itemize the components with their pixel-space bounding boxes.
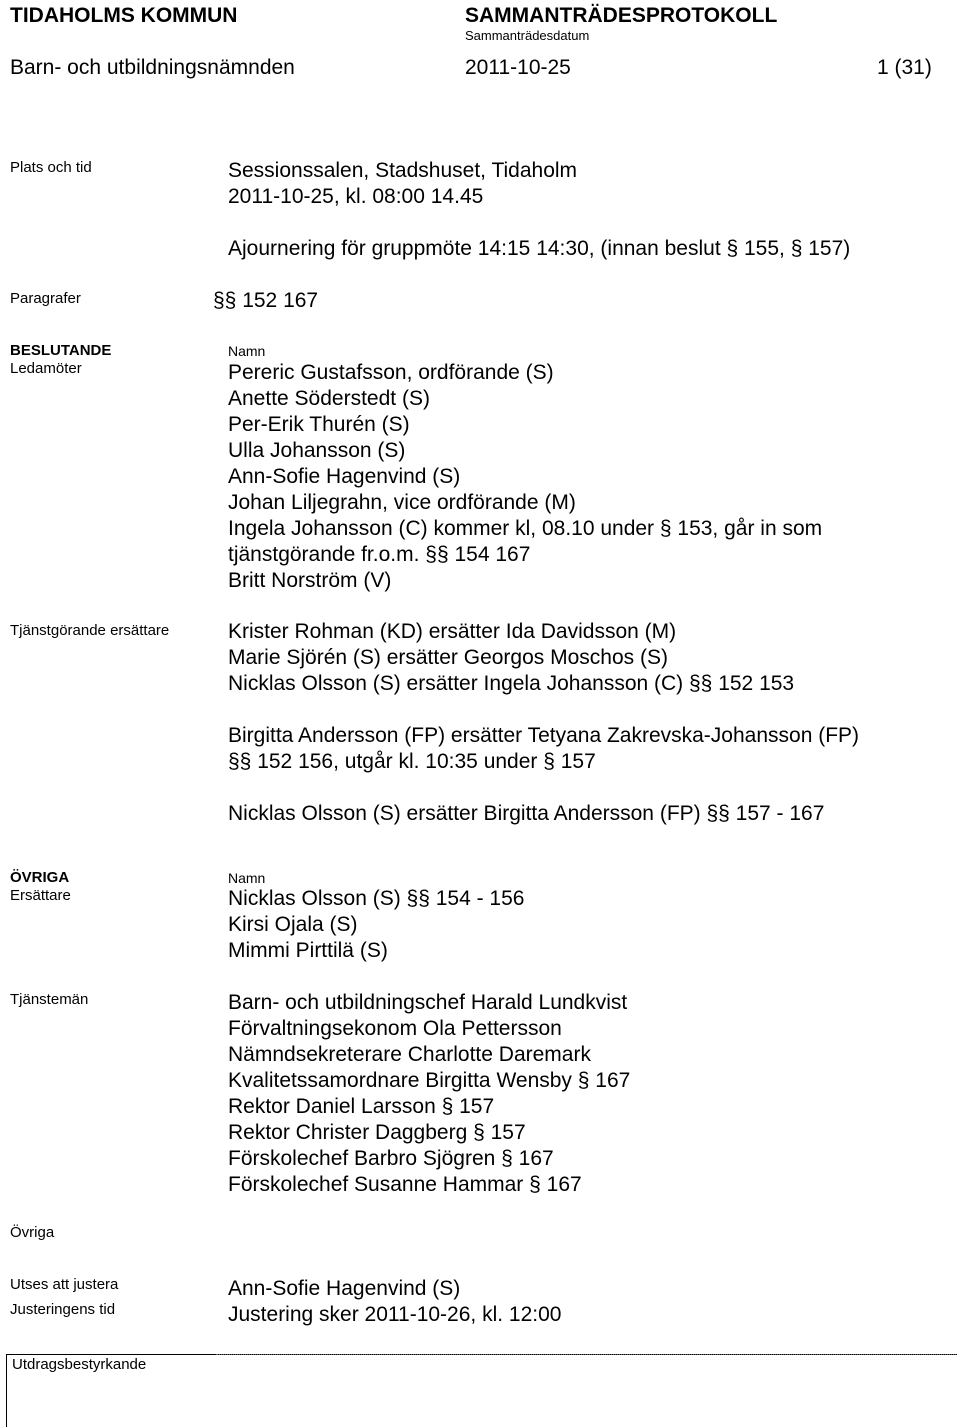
- list-item: Rektor Daniel Larsson § 157: [228, 1095, 495, 1118]
- list-item: Per-Erik Thurén (S): [228, 413, 410, 436]
- list-item: Nicklas Olsson (S) §§ 154 - 156: [228, 887, 525, 910]
- ovriga-ersattare-label: Ersättare: [10, 887, 71, 904]
- list-item: Kirsi Ojala (S): [228, 913, 358, 936]
- tjansteman-label: Tjänstemän: [10, 991, 89, 1008]
- list-item: Förskolechef Susanne Hammar § 167: [228, 1173, 582, 1196]
- footer-box: [6, 1354, 957, 1427]
- list-item: Ulla Johansson (S): [228, 439, 406, 462]
- list-item: Ingela Johansson (C) kommer kl, 08.10 under § 153, går in som: [228, 517, 823, 540]
- list-item: Marie Sjörén (S) ersätter Georgos Moschos (S): [228, 646, 668, 669]
- paragrafer-value: §§ 152 167: [213, 289, 319, 312]
- list-item: Anette Söderstedt (S): [228, 387, 430, 410]
- namn-label: Namn: [228, 870, 266, 886]
- justeringens-tid-label: Justeringens tid: [10, 1301, 116, 1318]
- list-item: Kvalitetssamordnare Birgitta Wensby § 167: [228, 1069, 631, 1092]
- list-item: Förskolechef Barbro Sjögren § 167: [228, 1147, 554, 1170]
- list-item: Ann-Sofie Hagenvind (S): [228, 465, 461, 488]
- justera-value: Ann-Sofie Hagenvind (S): [228, 1277, 461, 1300]
- beslutande-heading: BESLUTANDE: [10, 342, 112, 359]
- committee-name: Barn- och utbildningsnämnden: [10, 56, 295, 79]
- ledamoter-label: Ledamöter: [10, 360, 82, 377]
- plats-line: Ajournering för gruppmöte 14:15 14:30, (innan beslut § 155, § 157): [228, 237, 851, 260]
- document-type: SAMMANTRÄDESPROTOKOLL: [465, 4, 778, 27]
- namn-label: Namn: [228, 343, 266, 359]
- list-item: Nicklas Olsson (S) ersätter Ingela Johansson (C) §§ 152 153: [228, 672, 795, 695]
- paragrafer-label: Paragrafer: [10, 290, 81, 307]
- date-label: Sammanträdesdatum: [465, 28, 590, 43]
- ovriga-heading: ÖVRIGA: [10, 869, 70, 886]
- list-item: §§ 152 156, utgår kl. 10:35 under § 157: [228, 750, 596, 773]
- list-item: tjänstgörande fr.o.m. §§ 154 167: [228, 543, 531, 566]
- page-number: 1 (31): [877, 56, 932, 79]
- list-item: Förvaltningsekonom Ola Pettersson: [228, 1017, 562, 1040]
- list-item: Britt Norström (V): [228, 569, 392, 592]
- list-item: Mimmi Pirttilä (S): [228, 939, 388, 962]
- list-item: Birgitta Andersson (FP) ersätter Tetyana Zakrevska-Johansson (FP): [228, 724, 860, 747]
- plats-line: Sessionssalen, Stadshuset, Tidaholm: [228, 159, 578, 182]
- org-name: TIDAHOLMS KOMMUN: [10, 4, 238, 27]
- utdragsbestyrkande-label: Utdragsbestyrkande: [12, 1356, 147, 1373]
- list-item: Johan Liljegrahn, vice ordförande (M): [228, 491, 576, 514]
- list-item: Rektor Christer Daggberg § 157: [228, 1121, 526, 1144]
- list-item: Pereric Gustafsson, ordförande (S): [228, 361, 554, 384]
- justera-label: Utses att justera: [10, 1276, 119, 1293]
- footer-divider: [216, 1354, 956, 1355]
- list-item: Nicklas Olsson (S) ersätter Birgitta Andersson (FP) §§ 157 - 167: [228, 802, 825, 825]
- list-item: Krister Rohman (KD) ersätter Ida Davidsson (M): [228, 620, 677, 643]
- list-item: Nämndsekreterare Charlotte Daremark: [228, 1043, 591, 1066]
- ovriga-label: Övriga: [10, 1224, 55, 1241]
- ersattare-label: Tjänstgörande ersättare: [10, 622, 170, 639]
- meeting-date: 2011-10-25: [465, 56, 571, 79]
- justeringens-tid-value: Justering sker 2011-10-26, kl. 12:00: [228, 1303, 562, 1326]
- list-item: Barn- och utbildningschef Harald Lundkvist: [228, 991, 628, 1014]
- plats-label: Plats och tid: [10, 159, 92, 176]
- plats-line: 2011-10-25, kl. 08:00 14.45: [228, 185, 484, 208]
